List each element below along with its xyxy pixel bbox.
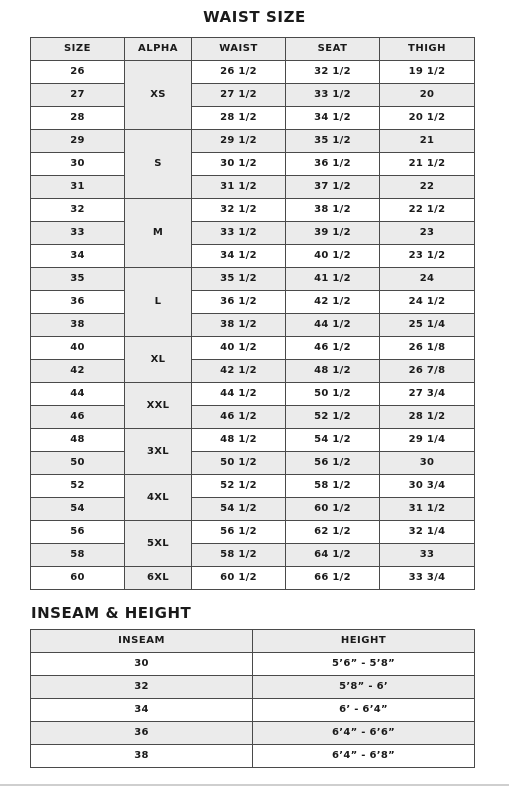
cell-thigh: 27 3/4 — [380, 383, 475, 406]
cell-inseam: 30 — [31, 653, 253, 676]
header-alpha: ALPHA — [125, 38, 192, 61]
table-row — [31, 722, 475, 745]
table-row — [31, 199, 475, 222]
cell-waist: 32 1/2 — [192, 199, 286, 222]
cell-alpha: 3XL — [125, 429, 192, 475]
cell-size: 35 — [31, 268, 125, 291]
cell-size: 27 — [31, 84, 125, 107]
cell-waist: 34 1/2 — [192, 245, 286, 268]
cell-thigh: 26 7/8 — [380, 360, 475, 383]
cell-inseam: 32 — [31, 676, 253, 699]
cell-seat: 38 1/2 — [286, 199, 380, 222]
header-waist: WAIST — [192, 38, 286, 61]
cell-height: 6’4” - 6’6” — [253, 722, 475, 745]
table-row — [31, 521, 475, 544]
cell-thigh: 33 — [380, 544, 475, 567]
cell-alpha: L — [125, 268, 192, 337]
cell-size: 42 — [31, 360, 125, 383]
cell-waist: 33 1/2 — [192, 222, 286, 245]
cell-seat: 56 1/2 — [286, 452, 380, 475]
cell-size: 50 — [31, 452, 125, 475]
table-row — [31, 337, 475, 360]
cell-waist: 58 1/2 — [192, 544, 286, 567]
table-row — [31, 291, 475, 314]
cell-seat: 40 1/2 — [286, 245, 380, 268]
table-row — [31, 567, 475, 590]
cell-alpha: S — [125, 130, 192, 199]
cell-thigh: 24 — [380, 268, 475, 291]
cell-size: 34 — [31, 245, 125, 268]
cell-seat: 54 1/2 — [286, 429, 380, 452]
cell-thigh: 24 1/2 — [380, 291, 475, 314]
cell-waist: 46 1/2 — [192, 406, 286, 429]
cell-inseam: 36 — [31, 722, 253, 745]
cell-size: 28 — [31, 107, 125, 130]
cell-waist: 26 1/2 — [192, 61, 286, 84]
inseam-table-body — [31, 653, 475, 768]
cell-seat: 48 1/2 — [286, 360, 380, 383]
cell-size: 36 — [31, 291, 125, 314]
cell-size: 54 — [31, 498, 125, 521]
cell-thigh: 33 3/4 — [380, 567, 475, 590]
cell-size: 38 — [31, 314, 125, 337]
table-row — [31, 383, 475, 406]
cell-waist: 27 1/2 — [192, 84, 286, 107]
cell-seat: 52 1/2 — [286, 406, 380, 429]
cell-seat: 60 1/2 — [286, 498, 380, 521]
cell-size: 33 — [31, 222, 125, 245]
cell-thigh: 21 — [380, 130, 475, 153]
cell-waist: 36 1/2 — [192, 291, 286, 314]
table-row — [31, 176, 475, 199]
cell-thigh: 29 1/4 — [380, 429, 475, 452]
cell-size: 29 — [31, 130, 125, 153]
cell-size: 46 — [31, 406, 125, 429]
cell-seat: 42 1/2 — [286, 291, 380, 314]
cell-size: 32 — [31, 199, 125, 222]
cell-thigh: 32 1/4 — [380, 521, 475, 544]
cell-waist: 42 1/2 — [192, 360, 286, 383]
cell-seat: 58 1/2 — [286, 475, 380, 498]
cell-inseam: 34 — [31, 699, 253, 722]
table-row — [31, 699, 475, 722]
cell-seat: 33 1/2 — [286, 84, 380, 107]
cell-size: 26 — [31, 61, 125, 84]
cell-seat: 44 1/2 — [286, 314, 380, 337]
cell-waist: 38 1/2 — [192, 314, 286, 337]
table-row — [31, 268, 475, 291]
cell-alpha: XXL — [125, 383, 192, 429]
cell-thigh: 20 — [380, 84, 475, 107]
table-row — [31, 360, 475, 383]
table-row — [31, 452, 475, 475]
cell-waist: 35 1/2 — [192, 268, 286, 291]
cell-alpha: M — [125, 199, 192, 268]
table-row — [31, 406, 475, 429]
header-inseam: INSEAM — [31, 630, 253, 653]
cell-waist: 31 1/2 — [192, 176, 286, 199]
cell-seat: 66 1/2 — [286, 567, 380, 590]
cell-seat: 41 1/2 — [286, 268, 380, 291]
cell-thigh: 26 1/8 — [380, 337, 475, 360]
waist-table-body — [31, 61, 475, 590]
cell-size: 44 — [31, 383, 125, 406]
table-row — [31, 676, 475, 699]
cell-alpha: 4XL — [125, 475, 192, 521]
table-row — [31, 61, 475, 84]
cell-seat: 36 1/2 — [286, 153, 380, 176]
cell-waist: 60 1/2 — [192, 567, 286, 590]
cell-height: 5’8” - 6’ — [253, 676, 475, 699]
cell-waist: 28 1/2 — [192, 107, 286, 130]
cell-seat: 32 1/2 — [286, 61, 380, 84]
cell-thigh: 19 1/2 — [380, 61, 475, 84]
cell-alpha: 5XL — [125, 521, 192, 567]
cell-alpha: XS — [125, 61, 192, 130]
table-row — [31, 84, 475, 107]
cell-alpha: 6XL — [125, 567, 192, 590]
table-row — [31, 130, 475, 153]
table-row — [31, 314, 475, 337]
cell-thigh: 28 1/2 — [380, 406, 475, 429]
table-row — [31, 653, 475, 676]
table-row — [31, 222, 475, 245]
header-thigh: THIGH — [380, 38, 475, 61]
cell-seat: 35 1/2 — [286, 130, 380, 153]
cell-size: 58 — [31, 544, 125, 567]
cell-size: 56 — [31, 521, 125, 544]
cell-seat: 50 1/2 — [286, 383, 380, 406]
table-row — [31, 745, 475, 768]
cell-thigh: 22 1/2 — [380, 199, 475, 222]
header-size: SIZE — [31, 38, 125, 61]
cell-size: 48 — [31, 429, 125, 452]
cell-waist: 30 1/2 — [192, 153, 286, 176]
cell-height: 6’ - 6’4” — [253, 699, 475, 722]
cell-thigh: 20 1/2 — [380, 107, 475, 130]
cell-waist: 52 1/2 — [192, 475, 286, 498]
cell-waist: 56 1/2 — [192, 521, 286, 544]
cell-size: 40 — [31, 337, 125, 360]
cell-waist: 44 1/2 — [192, 383, 286, 406]
cell-waist: 48 1/2 — [192, 429, 286, 452]
table-row — [31, 107, 475, 130]
cell-thigh: 25 1/4 — [380, 314, 475, 337]
cell-waist: 40 1/2 — [192, 337, 286, 360]
table-row — [31, 475, 475, 498]
cell-size: 31 — [31, 176, 125, 199]
inseam-height-table — [30, 629, 475, 768]
cell-size: 30 — [31, 153, 125, 176]
cell-seat: 46 1/2 — [286, 337, 380, 360]
header-height: HEIGHT — [253, 630, 475, 653]
cell-size: 52 — [31, 475, 125, 498]
cell-size: 60 — [31, 567, 125, 590]
cell-thigh: 21 1/2 — [380, 153, 475, 176]
table-row — [31, 498, 475, 521]
table-row — [31, 429, 475, 452]
cell-thigh: 30 — [380, 452, 475, 475]
inseam-table-header-row — [31, 630, 475, 653]
cell-waist: 54 1/2 — [192, 498, 286, 521]
inseam-height-title: INSEAM & HEIGHT — [31, 604, 192, 622]
cell-inseam: 38 — [31, 745, 253, 768]
table-row — [31, 245, 475, 268]
table-row — [31, 153, 475, 176]
header-seat: SEAT — [286, 38, 380, 61]
cell-height: 5’6” - 5’8” — [253, 653, 475, 676]
cell-height: 6’4” - 6’8” — [253, 745, 475, 768]
cell-alpha: XL — [125, 337, 192, 383]
cell-thigh: 23 — [380, 222, 475, 245]
waist-size-title: WAIST SIZE — [203, 8, 306, 26]
cell-thigh: 31 1/2 — [380, 498, 475, 521]
cell-thigh: 30 3/4 — [380, 475, 475, 498]
cell-seat: 34 1/2 — [286, 107, 380, 130]
waist-table-header-row — [31, 38, 475, 61]
cell-seat: 37 1/2 — [286, 176, 380, 199]
cell-thigh: 22 — [380, 176, 475, 199]
cell-seat: 39 1/2 — [286, 222, 380, 245]
cell-seat: 62 1/2 — [286, 521, 380, 544]
waist-size-table — [30, 37, 475, 590]
cell-thigh: 23 1/2 — [380, 245, 475, 268]
cell-waist: 50 1/2 — [192, 452, 286, 475]
cell-waist: 29 1/2 — [192, 130, 286, 153]
table-row — [31, 544, 475, 567]
cell-seat: 64 1/2 — [286, 544, 380, 567]
